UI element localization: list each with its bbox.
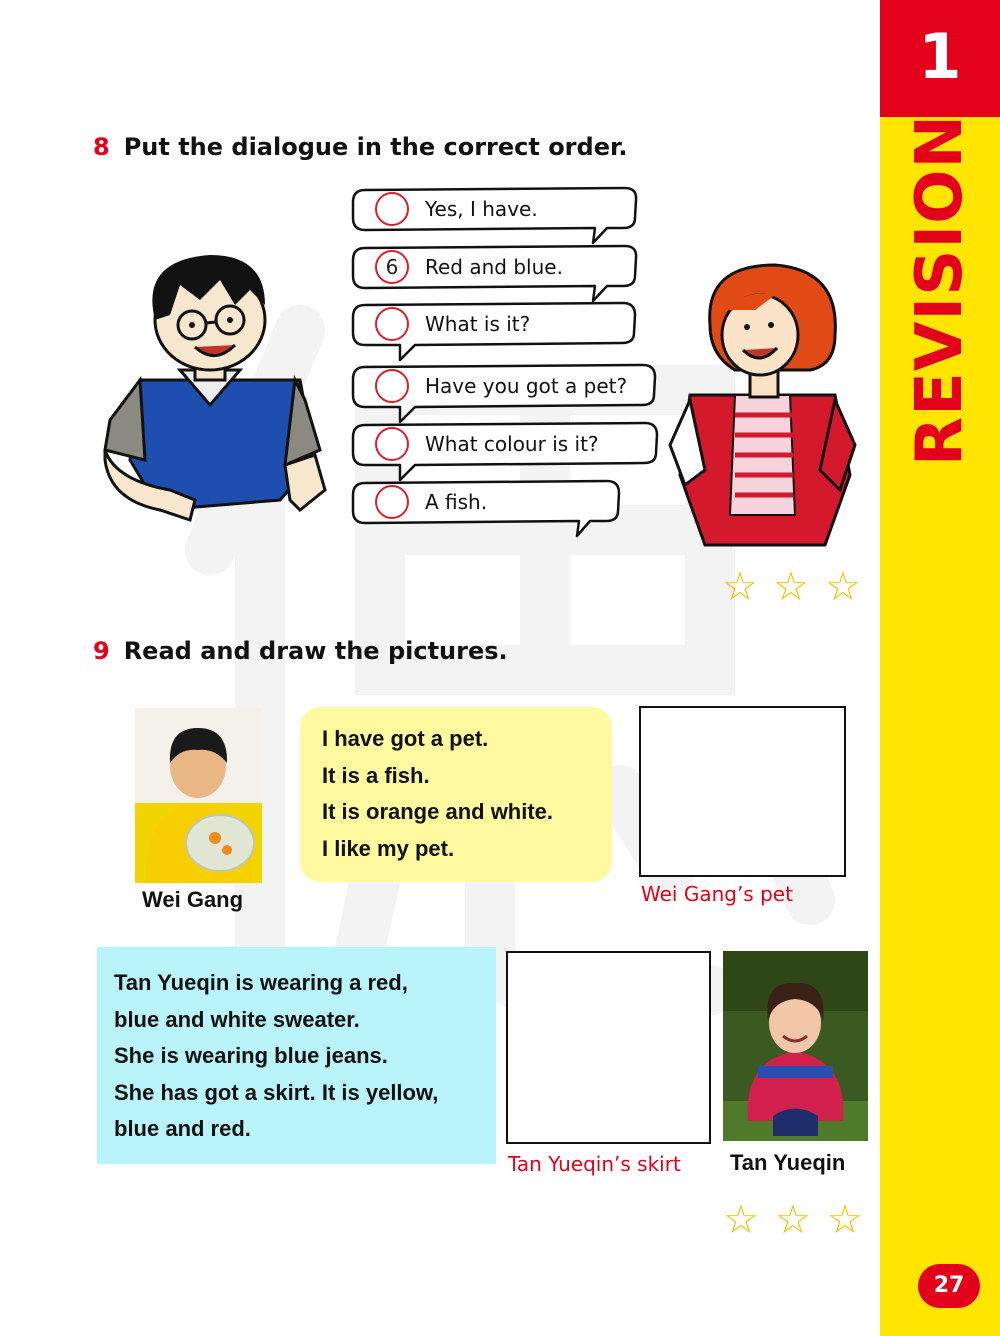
text-line: I have got a pet. <box>322 726 489 751</box>
tan-yueqin-skirt-caption: Tan Yueqin’s skirt <box>508 1152 681 1176</box>
unit-title: REVISION <box>903 113 977 467</box>
dialogue-line: What is it? <box>425 312 531 336</box>
tan-yueqin-text <box>114 965 438 1148</box>
text-line: blue and white sweater. <box>114 1006 360 1032</box>
exercise-8-heading <box>93 133 628 161</box>
answer-circle[interactable] <box>375 369 409 403</box>
page-number: 27 <box>918 1264 980 1308</box>
dialogue-line: What colour is it? <box>425 432 599 456</box>
rating-star-icon[interactable]: ☆ <box>775 1198 811 1242</box>
exercise-instruction: Read and draw the pictures. <box>123 637 508 665</box>
tan-yueqin-photo <box>723 951 868 1141</box>
text-line: She has got a skirt. It is yellow, <box>114 1079 439 1105</box>
tan-yueqin-name: Tan Yueqin <box>730 1150 846 1175</box>
answer-circle[interactable] <box>375 427 409 461</box>
unit-number: 1 <box>918 20 962 93</box>
exercise-instruction: Put the dialogue in the correct order. <box>123 133 628 161</box>
wei-gang-pet-drawing-area[interactable] <box>639 706 846 877</box>
text-line: It is orange and white. <box>322 799 554 824</box>
rating-star-icon[interactable]: ☆ <box>773 565 809 609</box>
girl-illustration <box>665 255 860 550</box>
text-line: It is a fish. <box>322 762 430 788</box>
boy-illustration <box>100 250 330 540</box>
dialogue-line: Have you got a pet? <box>425 374 628 398</box>
wei-gang-text <box>322 721 553 867</box>
exercise-number: 9 <box>93 637 110 665</box>
wei-gang-pet-caption: Wei Gang’s pet <box>641 882 793 906</box>
answer-circle[interactable] <box>375 307 409 341</box>
tan-yueqin-skirt-drawing-area[interactable] <box>506 951 711 1144</box>
dialogue-line: A fish. <box>425 490 488 514</box>
rating-star-icon[interactable]: ☆ <box>722 565 758 609</box>
answer-circle[interactable] <box>375 485 409 519</box>
exercise-9-heading <box>93 637 508 665</box>
answer-circle[interactable] <box>375 192 409 226</box>
answer-circle[interactable]: 6 <box>375 250 409 284</box>
exercise-number: 8 <box>93 133 110 161</box>
text-line: Tan Yueqin is wearing a red, <box>114 970 408 995</box>
dialogue-line: Yes, I have. <box>425 197 538 221</box>
wei-gang-photo <box>135 708 262 883</box>
text-line: blue and red. <box>114 1116 251 1141</box>
rating-star-icon[interactable]: ☆ <box>827 1198 863 1242</box>
dialogue-line: Red and blue. <box>425 255 563 279</box>
text-line: I like my pet. <box>322 835 455 861</box>
text-line: She is wearing blue jeans. <box>114 1043 388 1068</box>
rating-star-icon[interactable]: ☆ <box>723 1198 759 1242</box>
wei-gang-name: Wei Gang <box>142 887 244 912</box>
rating-star-icon[interactable]: ☆ <box>825 565 861 609</box>
